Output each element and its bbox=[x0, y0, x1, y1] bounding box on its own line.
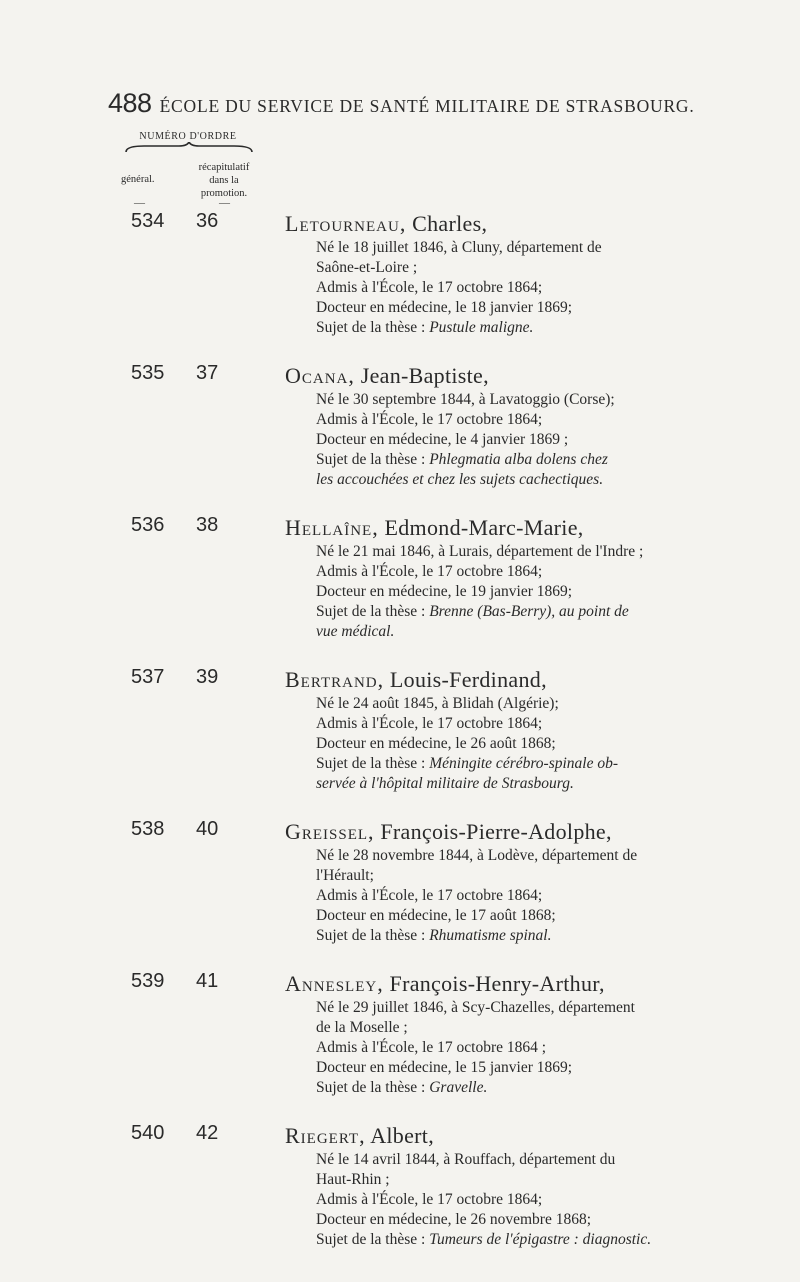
entry-promotion-number: 40 bbox=[196, 818, 219, 840]
entry-surname: Letourneau, bbox=[285, 211, 407, 236]
entry-surname: Ocana, bbox=[285, 363, 355, 388]
thesis-title: Rhumatisme spinal. bbox=[429, 927, 552, 944]
entry-detail-line: Docteur en médecine, le 17 août 1868; bbox=[316, 907, 556, 924]
entry-detail-line: Haut-Rhin ; bbox=[316, 1171, 390, 1188]
entry-general-number: 536 bbox=[131, 514, 165, 536]
entry-general-number: 540 bbox=[131, 1122, 165, 1144]
entry-thesis-line bbox=[285, 470, 755, 490]
entry-name bbox=[285, 514, 755, 542]
entry-detail-line: l'Hérault; bbox=[316, 867, 374, 884]
thesis-label: Sujet de la thèse : bbox=[316, 755, 430, 772]
entry bbox=[0, 666, 800, 794]
entry-promotion-number: 38 bbox=[196, 514, 219, 536]
thesis-title: Brenne (Bas-Berry), au point de bbox=[429, 603, 629, 620]
entry-surname: Annesley, bbox=[285, 971, 384, 996]
thesis-title: Gravelle. bbox=[429, 1079, 488, 1096]
entry-given-names: Jean-Baptiste, bbox=[360, 363, 489, 388]
thesis-title: les accouchées et chez les sujets cachectiques. bbox=[316, 471, 604, 488]
entry-surname: Riegert, bbox=[285, 1123, 366, 1148]
entry-thesis-line bbox=[285, 622, 755, 642]
entry bbox=[0, 514, 800, 642]
page-header bbox=[108, 88, 788, 119]
thesis-label: Sujet de la thèse : bbox=[316, 1231, 430, 1248]
page-number: 488 bbox=[108, 88, 152, 118]
running-title: ÉCOLE DU SERVICE DE SANTÉ MILITAIRE DE STRASBOURG. bbox=[159, 96, 695, 116]
entry-list bbox=[0, 210, 800, 1274]
entry-name bbox=[285, 970, 755, 998]
entry-surname: Hellaîne, bbox=[285, 515, 379, 540]
entry-general-number: 539 bbox=[131, 970, 165, 992]
entry-body bbox=[285, 970, 755, 1098]
entry-promotion-number: 36 bbox=[196, 210, 219, 232]
entry-detail-line: Né le 18 juillet 1846, à Cluny, département de bbox=[316, 239, 602, 256]
entry-given-names: François-Pierre-Adolphe, bbox=[380, 819, 612, 844]
entry-detail-line: Docteur en médecine, le 4 janvier 1869 ; bbox=[316, 431, 569, 448]
entry-detail-line: Né le 24 août 1845, à Blidah (Algérie); bbox=[316, 695, 559, 712]
entry-detail-line: de la Moselle ; bbox=[316, 1019, 408, 1036]
entry-thesis-line bbox=[285, 602, 755, 622]
entry-body bbox=[285, 1122, 755, 1250]
thesis-label: Sujet de la thèse : bbox=[316, 451, 430, 468]
entry-general-number: 535 bbox=[131, 362, 165, 384]
entry-thesis-line bbox=[285, 774, 755, 794]
entry-promotion-number: 37 bbox=[196, 362, 219, 384]
entry-thesis-line bbox=[285, 318, 755, 338]
entry-general-number: 537 bbox=[131, 666, 165, 688]
entry-body bbox=[285, 362, 755, 490]
column-headings bbox=[121, 131, 274, 209]
entry-body bbox=[285, 818, 755, 946]
column-promotion-dash: — bbox=[219, 197, 230, 209]
entry-detail-line: Né le 29 juillet 1846, à Scy-Chazelles, département bbox=[316, 999, 635, 1016]
entry-body bbox=[285, 514, 755, 642]
entry-detail-line: Né le 30 septembre 1844, à Lavatoggio (Corse); bbox=[316, 391, 615, 408]
column-general-dash: — bbox=[134, 197, 145, 209]
entry-detail-line: Docteur en médecine, le 19 janvier 1869; bbox=[316, 583, 573, 600]
thesis-title: vue médical. bbox=[316, 623, 395, 640]
entry-detail-line: Saône-et-Loire ; bbox=[316, 259, 418, 276]
entry-detail-line: Docteur en médecine, le 18 janvier 1869; bbox=[316, 299, 573, 316]
entry-detail-line: Admis à l'École, le 17 octobre 1864 ; bbox=[316, 1039, 547, 1056]
entry-thesis-line bbox=[285, 1230, 755, 1250]
entry-thesis-line bbox=[285, 926, 755, 946]
entry-detail-line: Admis à l'École, le 17 octobre 1864; bbox=[316, 563, 543, 580]
entry-promotion-number: 41 bbox=[196, 970, 219, 992]
thesis-title: Tumeurs de l'épigastre : diagnostic. bbox=[429, 1231, 652, 1248]
brace-icon bbox=[124, 142, 254, 154]
entry-given-names: François-Henry-Arthur, bbox=[389, 971, 605, 996]
entry-surname: Greissel, bbox=[285, 819, 375, 844]
entry-detail-line: Docteur en médecine, le 15 janvier 1869; bbox=[316, 1059, 573, 1076]
column-promotion-label: récapitulatif dans la promotion. bbox=[198, 162, 250, 199]
thesis-title: Méningite cérébro-spinale ob- bbox=[429, 755, 619, 772]
entry-given-names: Charles, bbox=[412, 211, 488, 236]
entry-thesis-line bbox=[285, 450, 755, 470]
entry-given-names: Louis-Ferdinand, bbox=[389, 667, 547, 692]
entry-detail-line: Né le 28 novembre 1844, à Lodève, département de bbox=[316, 847, 638, 864]
entry-promotion-number: 39 bbox=[196, 666, 219, 688]
entry-detail-line: Admis à l'École, le 17 octobre 1864; bbox=[316, 715, 543, 732]
entry-detail-line: Admis à l'École, le 17 octobre 1864; bbox=[316, 279, 543, 296]
entry-body bbox=[285, 666, 755, 794]
entry-name bbox=[285, 1122, 755, 1150]
entry-body bbox=[285, 210, 755, 338]
entry-detail-line: Admis à l'École, le 17 octobre 1864; bbox=[316, 411, 543, 428]
entry-general-number: 538 bbox=[131, 818, 165, 840]
thesis-label: Sujet de la thèse : bbox=[316, 927, 430, 944]
thesis-label: Sujet de la thèse : bbox=[316, 319, 430, 336]
entry bbox=[0, 1122, 800, 1250]
entry-thesis-line bbox=[285, 1078, 755, 1098]
thesis-label: Sujet de la thèse : bbox=[316, 603, 430, 620]
entry-detail-line: Né le 14 avril 1844, à Rouffach, département du bbox=[316, 1151, 616, 1168]
entry-name bbox=[285, 818, 755, 846]
entry bbox=[0, 818, 800, 946]
entry-promotion-number: 42 bbox=[196, 1122, 219, 1144]
entry-given-names: Albert, bbox=[370, 1123, 434, 1148]
entry-given-names: Edmond-Marc-Marie, bbox=[384, 515, 584, 540]
entry-name bbox=[285, 666, 755, 694]
entry-name bbox=[285, 362, 755, 390]
entry-detail-line: Admis à l'École, le 17 octobre 1864; bbox=[316, 1191, 543, 1208]
entry-surname: Bertrand, bbox=[285, 667, 385, 692]
column-general-label: général. bbox=[121, 174, 155, 185]
entry-name bbox=[285, 210, 755, 238]
column-title: NUMÉRO D'ORDRE bbox=[139, 131, 237, 142]
entry bbox=[0, 210, 800, 338]
thesis-title: Phlegmatia alba dolens chez bbox=[429, 451, 608, 468]
entry-general-number: 534 bbox=[131, 210, 165, 232]
entry-detail-line: Docteur en médecine, le 26 août 1868; bbox=[316, 735, 556, 752]
entry-detail-line: Docteur en médecine, le 26 novembre 1868; bbox=[316, 1211, 592, 1228]
thesis-title: servée à l'hôpital militaire de Strasbourg. bbox=[316, 775, 574, 792]
entry-detail-line: Né le 21 mai 1846, à Lurais, département de l'Indre ; bbox=[316, 543, 644, 560]
entry bbox=[0, 362, 800, 490]
thesis-title: Pustule maligne. bbox=[429, 319, 534, 336]
entry-thesis-line bbox=[285, 754, 755, 774]
thesis-label: Sujet de la thèse : bbox=[316, 1079, 430, 1096]
entry bbox=[0, 970, 800, 1098]
entry-detail-line: Admis à l'École, le 17 octobre 1864; bbox=[316, 887, 543, 904]
